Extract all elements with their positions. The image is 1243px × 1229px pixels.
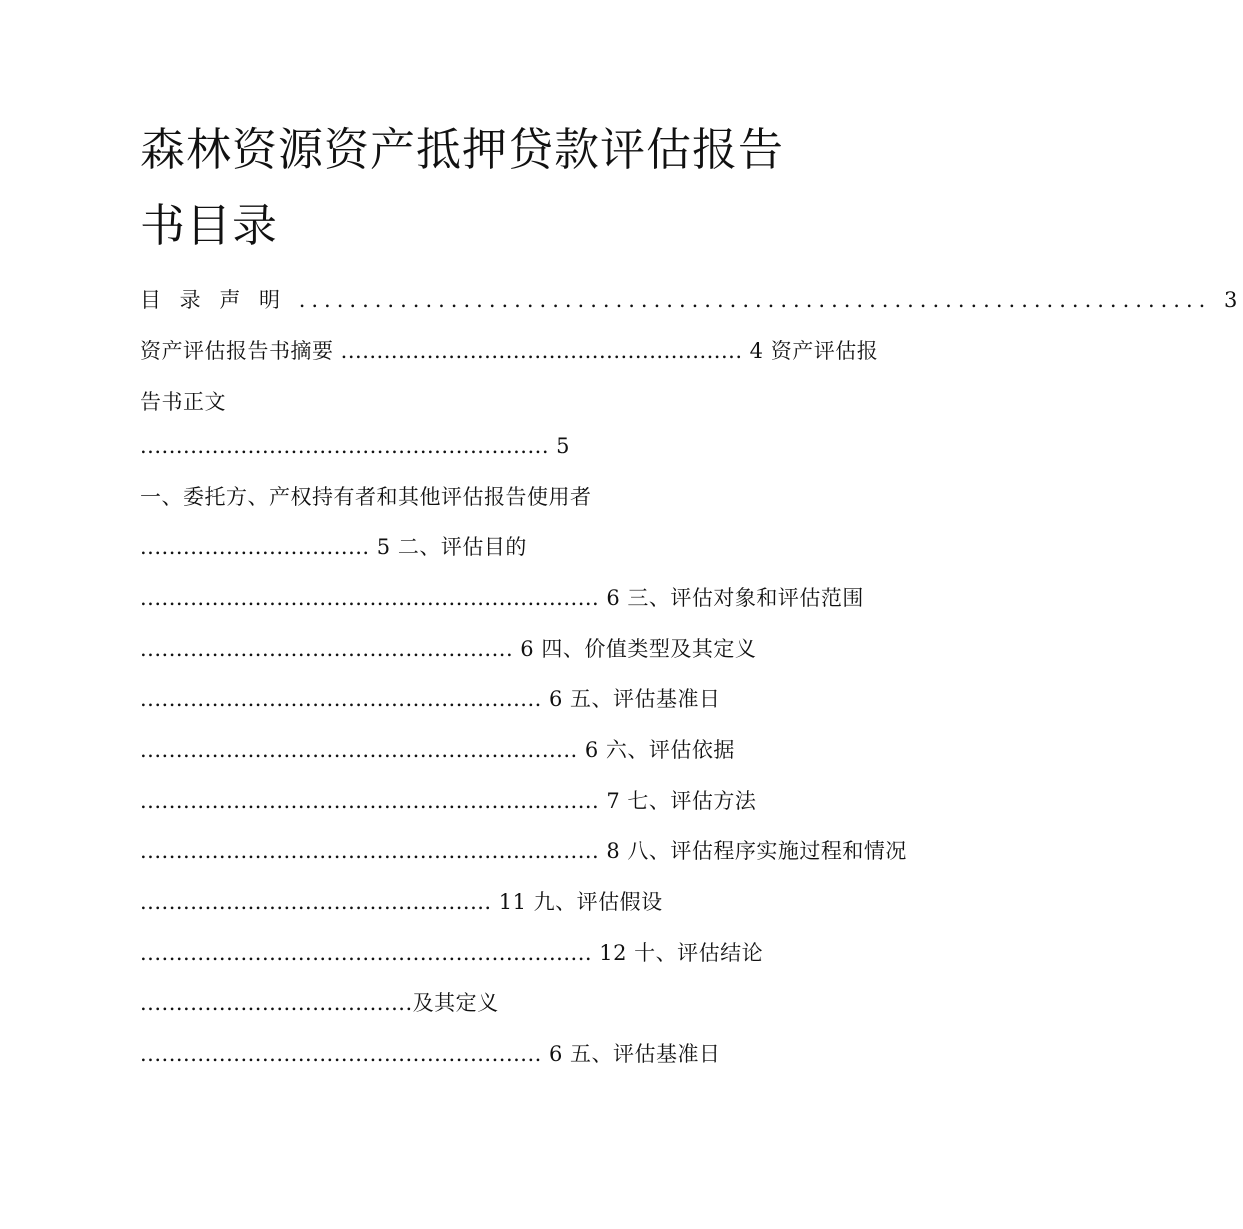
toc-line-section-9: ................................................. 11 九、评估假设 <box>140 890 663 914</box>
toc-line-section-3: ................................................................ 6 三、评估对象和评估范围 <box>140 586 864 610</box>
toc-line-contents-statement: 目 录 声 明 ........................................................................ 3 <box>140 288 1243 312</box>
toc-line-section-6: ............................................................. 6 六、评估依据 <box>140 738 735 762</box>
toc-line-definition: ......................................及其定义 <box>140 991 499 1015</box>
document-title: 森林资源资产抵押贷款评估报告书目录 <box>140 123 785 252</box>
toc-line-section-1: 一、委托方、产权持有者和其他评估报告使用者 <box>140 485 592 509</box>
toc-line-section-8: ................................................................ 8 八、评估程序实施过程和情况 <box>140 839 907 863</box>
toc-line-section-4: .................................................... 6 四、价值类型及其定义 <box>140 637 757 661</box>
toc-line-section-10: ............................................................... 12 十、评估结论 <box>140 941 764 965</box>
toc-line-section-7: ................................................................ 7 七、评估方法 <box>140 789 757 813</box>
toc-line-main-text-page: ......................................................... 5 <box>140 434 571 458</box>
toc-line-summary: 资产评估报告书摘要 ........................................................ 4 资产评估报 <box>140 339 879 363</box>
toc-line-section-5: ........................................................ 6 五、评估基准日 <box>140 687 721 711</box>
toc-line-main-text: 告书正文 <box>140 390 226 414</box>
toc-line-section-5-repeat: ........................................................ 6 五、评估基准日 <box>140 1042 721 1066</box>
toc-line-section-2: ................................ 5 二、评估目的 <box>140 535 527 559</box>
